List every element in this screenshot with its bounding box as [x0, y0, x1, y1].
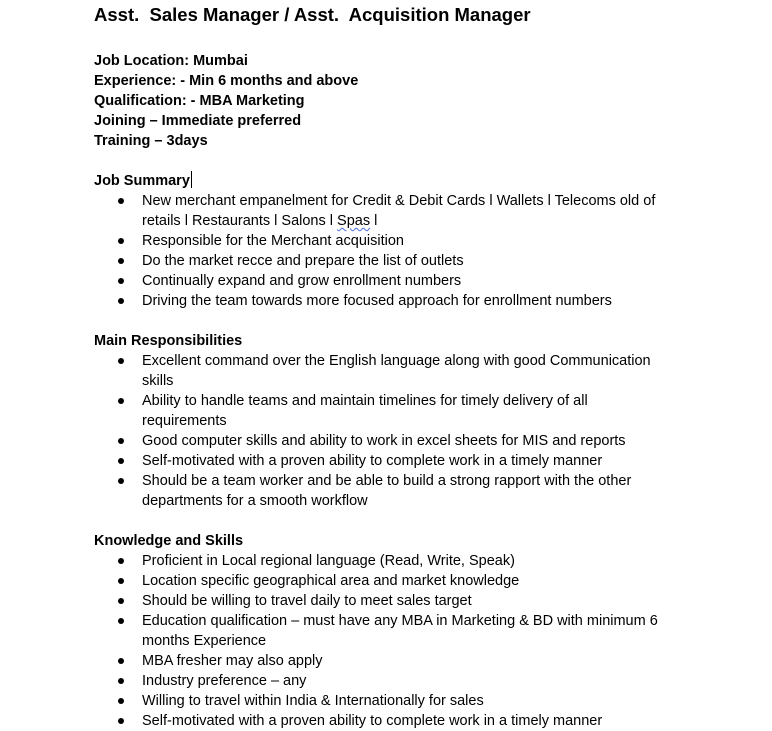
list-item	[94, 551, 672, 571]
training: Training – 3days	[94, 133, 208, 149]
bullet-icon	[118, 718, 124, 724]
text-cursor	[191, 171, 192, 188]
bullet-icon	[118, 198, 124, 204]
list-item	[94, 711, 672, 731]
list-item-text: Ability to handle teams and maintain timelines for timely delivery of all requirements	[142, 393, 588, 429]
bullet-icon	[118, 238, 124, 244]
bullet-icon	[118, 358, 124, 364]
list-item-text: Location specific geographical area and market knowledge	[142, 573, 520, 589]
list-item	[94, 291, 672, 311]
list-item-text-tail: l	[370, 213, 378, 229]
list-item-text: Do the market recce and prepare the list of outlets	[142, 253, 464, 269]
bullet-icon	[118, 278, 124, 284]
job-summary-heading	[94, 171, 764, 191]
list-item	[94, 611, 672, 651]
list-item-text: Self-motivated with a proven ability to complete work in a timely manner	[142, 713, 603, 729]
list-item-text: Continually expand and grow enrollment numbers	[142, 273, 462, 289]
bullet-icon	[118, 478, 124, 484]
page-title: Asst. Sales Manager / Asst. Acquisition Manager	[94, 4, 531, 25]
bullet-icon	[118, 578, 124, 584]
list-item-text: New merchant empanelment for Credit & Debit Cards l Wallets l Telecoms old of retails l Restaurants l Salons l	[142, 193, 656, 229]
knowledge-skills-section	[94, 531, 764, 731]
list-item-text: Good computer skills and ability to work in excel sheets for MIS and reports	[142, 433, 626, 449]
bullet-icon	[118, 258, 124, 264]
list-item	[94, 691, 672, 711]
qualification: Qualification: - MBA Marketing	[94, 93, 305, 109]
job-facts	[94, 51, 764, 151]
list-item	[94, 231, 672, 251]
bullet-icon	[118, 458, 124, 464]
bullet-icon	[118, 558, 124, 564]
list-item-text: Driving the team towards more focused approach for enrollment numbers	[142, 293, 612, 309]
list-item	[94, 671, 672, 691]
job-summary-section	[94, 171, 764, 311]
bullet-icon	[118, 598, 124, 604]
list-item	[94, 651, 672, 671]
list-item	[94, 431, 672, 451]
bullet-icon	[118, 618, 124, 624]
main-responsibilities-list	[94, 351, 764, 511]
list-item-text: Proficient in Local regional language (Read, Write, Speak)	[142, 553, 515, 569]
main-responsibilities-heading: Main Responsibilities	[94, 333, 243, 349]
list-item	[94, 251, 672, 271]
list-item	[94, 271, 672, 291]
list-item	[94, 471, 672, 511]
joining: Joining – Immediate preferred	[94, 113, 302, 129]
list-item-text: Responsible for the Merchant acquisition	[142, 233, 404, 249]
list-item	[94, 191, 672, 231]
knowledge-skills-list	[94, 551, 764, 731]
list-item-text: Willing to travel within India & Internationally for sales	[142, 693, 484, 709]
bullet-icon	[118, 698, 124, 704]
job-summary-list	[94, 191, 764, 311]
bullet-icon	[118, 438, 124, 444]
job-summary-heading-text: Job Summary	[94, 173, 190, 189]
list-item-text: Education qualification – must have any MBA in Marketing & BD with minimum 6 months Experience	[142, 613, 658, 649]
spellcheck-flagged-word[interactable]: Spas	[337, 213, 371, 229]
list-item-text: Should be willing to travel daily to meet sales target	[142, 593, 472, 609]
list-item-text: Excellent command over the English language along with good Communication skills	[142, 353, 651, 389]
list-item	[94, 391, 672, 431]
list-item	[94, 351, 672, 391]
bullet-icon	[118, 398, 124, 404]
bullet-icon	[118, 298, 124, 304]
list-item-text: MBA fresher may also apply	[142, 653, 323, 669]
main-responsibilities-section	[94, 331, 764, 511]
list-item-text: Self-motivated with a proven ability to complete work in a timely manner	[142, 453, 603, 469]
knowledge-skills-heading: Knowledge and Skills	[94, 533, 244, 549]
experience: Experience: - Min 6 months and above	[94, 73, 359, 89]
list-item	[94, 571, 672, 591]
document-body[interactable]	[94, 0, 764, 731]
bullet-icon	[118, 658, 124, 664]
list-item	[94, 451, 672, 471]
bullet-icon	[118, 678, 124, 684]
job-location: Job Location: Mumbai	[94, 53, 248, 69]
list-item-text: Should be a team worker and be able to build a strong rapport with the other departments for a smooth workflow	[142, 473, 632, 509]
list-item-text: Industry preference – any	[142, 673, 307, 689]
list-item	[94, 591, 672, 611]
